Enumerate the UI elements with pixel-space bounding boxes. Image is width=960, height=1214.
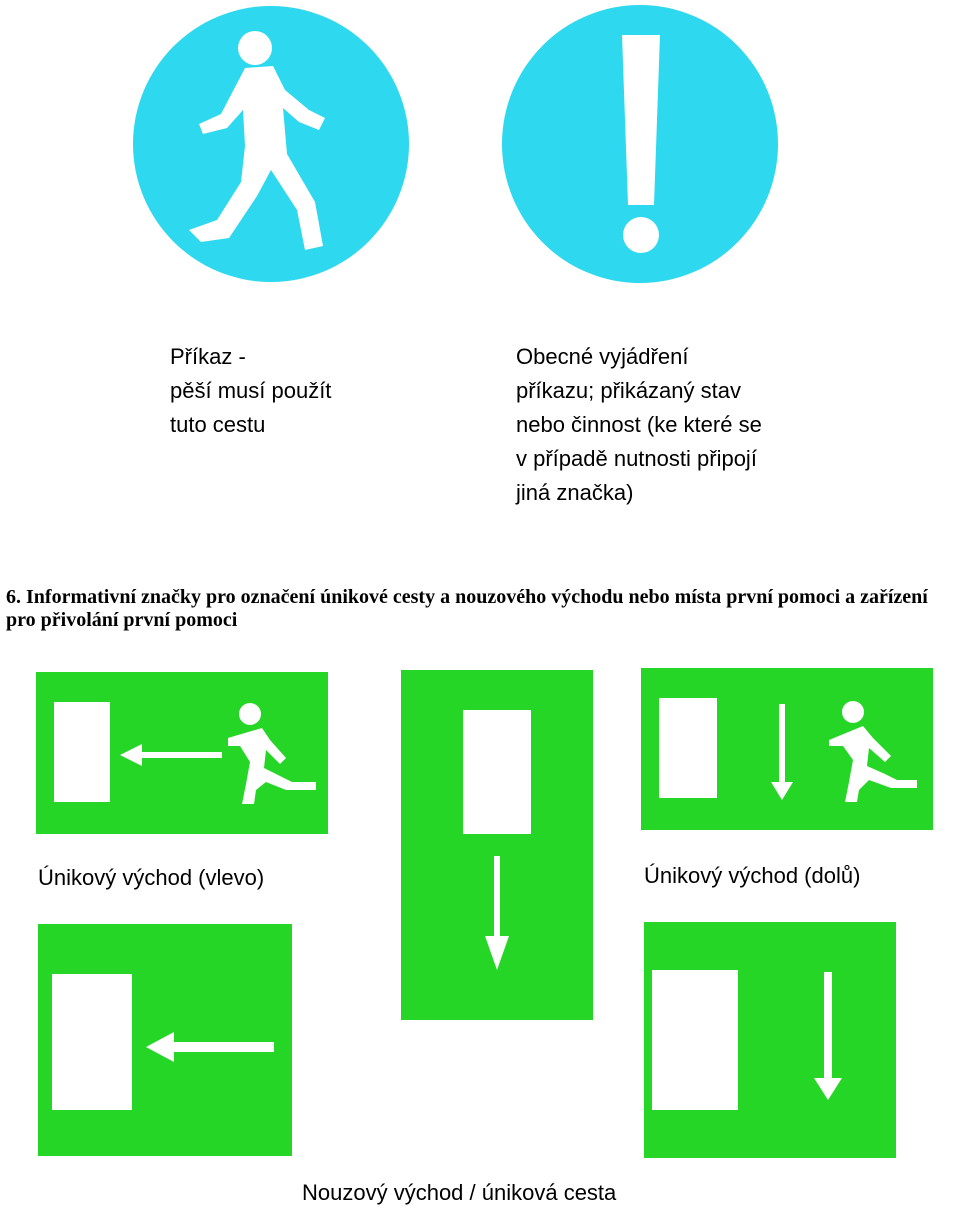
arrow-down-icon [485, 856, 509, 970]
section-heading: 6. Informativní značky pro označení únikové cesty a nouzového východu nebo místa první pomoci a zařízení pro přivolání první pomoci [6, 586, 928, 631]
arrow-down-icon [771, 704, 793, 800]
arrow-left-icon [146, 1032, 274, 1062]
door-icon [52, 974, 132, 1110]
running-person-icon [829, 701, 917, 802]
pedestrian-icon [133, 6, 409, 282]
general-sign-caption: Obecné vyjádření příkazu; přikázaný stav nebo činnost (ke které se v případě nutnosti připojí jiná značka) [516, 344, 762, 505]
emergency-exit-sign-left [38, 924, 292, 1156]
pedestrian-sign-caption: Příkaz - pěší musí použít tuto cestu [170, 344, 332, 437]
door-icon [463, 710, 531, 834]
emergency-exit-sign-down [644, 922, 896, 1158]
mandatory-sign-pedestrian [133, 6, 409, 282]
door-icon [54, 702, 110, 802]
door-icon [659, 698, 717, 798]
exit-left-label: Únikový východ (vlevo) [38, 865, 265, 890]
arrow-down-icon [814, 972, 842, 1100]
exit-down-label: Únikový východ (dolů) [644, 863, 861, 888]
running-person-icon [228, 703, 316, 804]
arrow-left-icon [120, 744, 222, 766]
exclamation-icon [502, 5, 778, 283]
exit-sign-down-running [641, 668, 933, 830]
mandatory-sign-general [502, 5, 778, 283]
exit-sign-left-running [36, 672, 328, 834]
door-icon [652, 970, 738, 1110]
exit-sign-vertical [401, 670, 593, 1020]
emergency-exit-label: Nouzový východ / úniková cesta [302, 1180, 617, 1205]
